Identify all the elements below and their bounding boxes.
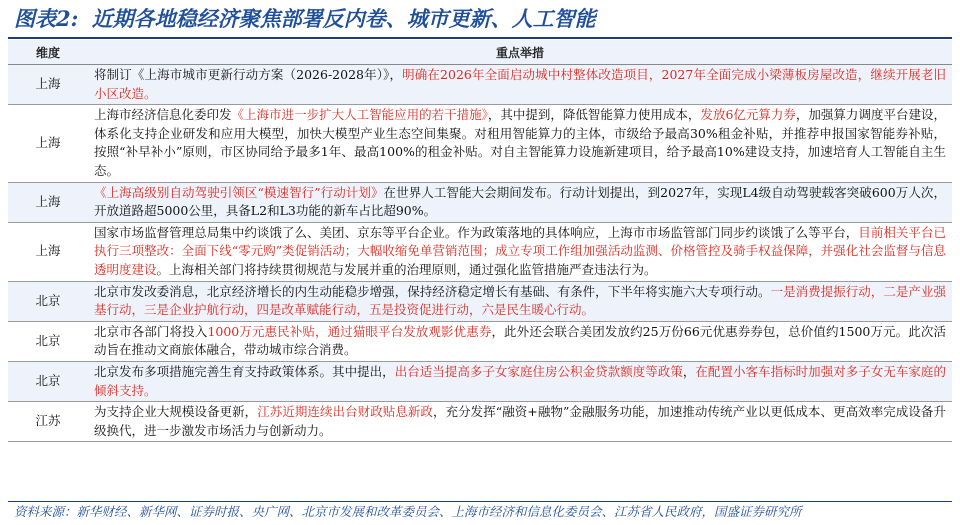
measure-text: ，其中提到，降低智能算力使用成本， <box>487 107 701 123</box>
measure-text: 为支持企业大规模设备更新， <box>94 404 258 420</box>
highlighted-text: 1000万元惠民补贴，通过猫眼平台发放观影优惠券 <box>207 323 492 339</box>
measure-text: 北京市各部门将投入 <box>94 323 208 339</box>
figure-number: 图表2: <box>14 6 79 31</box>
measure-cell <box>88 65 952 105</box>
measure-cell <box>88 321 952 361</box>
measure-cell <box>88 105 952 182</box>
figure-title <box>14 2 596 36</box>
measure-text: 北京发布多项措施完善生育支持政策体系。其中提出， <box>94 363 395 379</box>
highlighted-text: 出台适当提高多子女家庭住房公积金贷款额度等政策 <box>394 363 683 379</box>
table-row <box>8 321 952 361</box>
region-cell: 北京 <box>8 281 88 321</box>
measure-text: ，加强算力调度平台建设，体系化支持企业研发和应用大模型，加快大模型产业生态空间集聚。对租用智能算力的主体，市级给予最高30%租金补贴，并推荐申报国家智能券补贴，按照“补早补小”原则，市区协同给予最多1年、最高100%的租金补贴。对自主智能算力设施新建项目，给予最高10%建设支持，加速培育人工智能自主生态。 <box>94 107 946 178</box>
measure-text: 国家市场监督管理总局集中约谈饿了么、美团、京东等平台企业。作为政策落地的具体响应，上海市市场监管部门同步约谈饿了么等平台， <box>94 224 859 240</box>
measures-table <box>8 40 952 442</box>
measure-text: 在世界人工智能大会期间发布。行动计划提出，到2027年，实现L4级自动驾驶载客突破600万人次，开放道路超5000公里，具备L2和L3功能的新车占比超90%。 <box>94 184 946 219</box>
table-header-row <box>8 40 952 65</box>
region-cell: 上海 <box>8 65 88 105</box>
measure-cell <box>88 222 952 281</box>
header-dimension: 维度 <box>8 40 88 65</box>
table-body <box>8 65 952 442</box>
highlighted-text: 《上海市进一步扩大人工智能应用的若干措施》 <box>231 107 488 123</box>
highlighted-text: 江苏近期连续出台财政贴息新政 <box>257 404 433 420</box>
region-cell: 北京 <box>8 321 88 361</box>
measure-text: 将制订《上海市城市更新行动方案（2026-2028年）》， <box>94 67 403 82</box>
region-cell: 上海 <box>8 105 88 182</box>
header-measures: 重点举措 <box>88 40 952 65</box>
highlighted-text: 发放6亿元算力券 <box>700 107 796 123</box>
top-rule <box>8 37 952 39</box>
table-row <box>8 222 952 281</box>
highlighted-text: 明确在2026年全面启动城中村整体改造项目，2027年全面完成小梁薄板房屋改造，继续开展老旧小区改造。 <box>94 67 946 101</box>
table-row <box>8 65 952 105</box>
table-row <box>8 361 952 401</box>
region-cell: 上海 <box>8 182 88 222</box>
measure-cell <box>88 281 952 321</box>
table-row <box>8 281 952 321</box>
highlighted-text: 在配置小客车指标时加强对多子女无车家庭的倾斜支持。 <box>94 363 946 398</box>
table-row <box>8 182 952 222</box>
measure-text: 上海市经济信息化委印发 <box>94 107 232 123</box>
source-note: 资料来源：新华财经、新华网、证券时报、央广网、北京市发展和改革委员会、上海市经济和信息化委员会、江苏省人民政府，国盛证券研究所 <box>14 504 802 519</box>
measure-text: 。上海相关部门将持续贯彻规范与发展并重的治理原则，通过强化监管措施严查违法行为。 <box>156 261 657 277</box>
region-cell: 江苏 <box>8 402 88 442</box>
highlighted-text: 一是消费提振行动，二是产业强基行动，三是企业护航行动，四是改革赋能行动，五是投资促进行动，六是民生暖心行动。 <box>94 283 946 318</box>
measure-text: ，此外还会联合美团发放约25万份66元优惠券券包，总价值约1500万元。此次活动旨在推动文商旅体融合，带动城市综合消费。 <box>94 323 946 358</box>
region-cell: 北京 <box>8 361 88 401</box>
region-cell: 上海 <box>8 222 88 281</box>
table-row <box>8 402 952 442</box>
measure-text: ，充分发挥“融资+融物”金融服务功能，加速推动传统产业以更低成本、更高效率完成设备升级换代，进一步激发市场活力与创新动力。 <box>94 404 946 438</box>
highlighted-text: 目前相关平台已执行三项整改：全面下线“零元购”类促销活动；大幅收缩免单营销范围；成立专项工作组加强活动监测、价格管控及骑手权益保障，并强化社会监督与信息透明度建设 <box>94 224 946 277</box>
table-row <box>8 105 952 182</box>
measure-text: ， <box>682 363 696 379</box>
highlighted-text: 《上海高级别自动驾驶引领区“模速智行”行动计划》 <box>94 184 384 200</box>
measure-cell <box>88 182 952 222</box>
measure-cell <box>88 402 952 442</box>
measure-text: 北京市发改委消息，北京经济增长的内生动能稳步增强，保持经济稳定增长有基础、有条件，下半年将实施六大专项行动。 <box>94 283 771 299</box>
measure-cell <box>88 361 952 401</box>
figure-title-text: 近期各地稳经济聚焦部署反内卷、城市更新、人工智能 <box>91 6 596 31</box>
